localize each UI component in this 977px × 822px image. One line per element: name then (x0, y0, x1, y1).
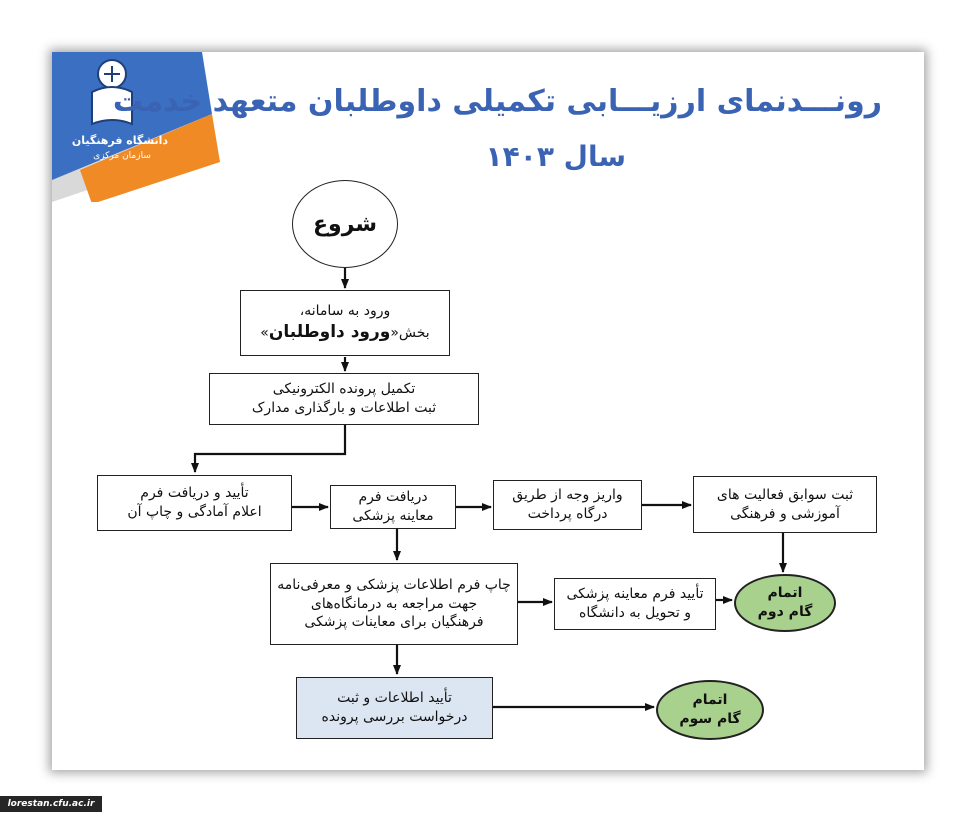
step3-line-1: اتمام (692, 692, 728, 709)
pay-line-2: درگاه پرداخت (527, 506, 608, 522)
step3-line-2: گام سوم (679, 711, 741, 727)
final-line-2: درخواست بررسی پرونده (321, 709, 468, 725)
start-node (292, 180, 398, 268)
approve-line-2: و تحویل به دانشگاه (578, 605, 692, 621)
record-line-2: آموزشی و فرهنگی (730, 505, 840, 522)
login-step (240, 290, 450, 356)
confirm-line-1: تأیید و دریافت فرم (140, 485, 249, 502)
print-line-3: فرهنگیان برای معاینات پزشکی (304, 614, 484, 631)
diagram-frame (52, 52, 924, 770)
confirm-line-2: اعلام آمادگی و چاپ آن (127, 504, 262, 520)
arrow-complete-to-confirm (195, 424, 345, 472)
step2-line-2: گام دوم (757, 604, 813, 620)
complete-file-step (209, 373, 479, 425)
logo-text-2: سازمان مرکزی (93, 151, 151, 161)
print-forms-step (270, 563, 518, 645)
record-line-1: ثبت سوابق فعالیت های (716, 486, 854, 503)
flow-connectors (52, 52, 924, 770)
final-confirm-step (296, 677, 493, 739)
print-line-1: چاپ فرم اطلاعات پزشکی و معرفی‌نامه (277, 576, 511, 593)
final-line-1: تأیید اطلاعات و ثبت (337, 690, 452, 707)
payment-step (493, 480, 642, 530)
step-two-end-node (734, 574, 836, 632)
approve-medical-step (554, 578, 716, 630)
diagram-subtitle-year: سال ۱۴۰۳ (485, 140, 626, 173)
medical-line-1: دریافت فرم (358, 489, 428, 506)
login-section-suffix: » (260, 324, 269, 341)
logo-text-1: دانشگاه فرهنگیان (71, 134, 169, 147)
print-line-2: جهت مراجعه به درمانگاه‌های (310, 595, 478, 612)
pay-line-1: واریز وجه از طریق (512, 487, 623, 504)
step-three-end-node (656, 680, 764, 740)
login-section-name: ورود داوطلبان (268, 321, 391, 342)
medical-line-2: معاینه پزشکی (352, 508, 434, 524)
login-line-1: ورود به سامانه، (299, 303, 391, 320)
step2-line-1: اتمام (767, 585, 803, 602)
login-section-prefix: بخش« (390, 324, 430, 341)
start-label: شروع (312, 211, 378, 237)
login-line-2 (260, 321, 429, 344)
approve-line-1: تأیید فرم معاینه پزشکی (566, 586, 704, 603)
diagram-title: رونـــدنمای ارزیـــابی تکمیلی داوطلبان متعهد خدمت (112, 84, 882, 119)
confirm-readiness-step (97, 475, 292, 531)
medical-form-step (330, 485, 456, 529)
complete-line-1: تکمیل پرونده الکترونیکی (272, 381, 416, 398)
record-activities-step (693, 476, 877, 533)
site-url-footer: lorestan.cfu.ac.ir (0, 796, 102, 812)
complete-line-2: ثبت اطلاعات و بارگذاری مدارک (251, 400, 437, 416)
